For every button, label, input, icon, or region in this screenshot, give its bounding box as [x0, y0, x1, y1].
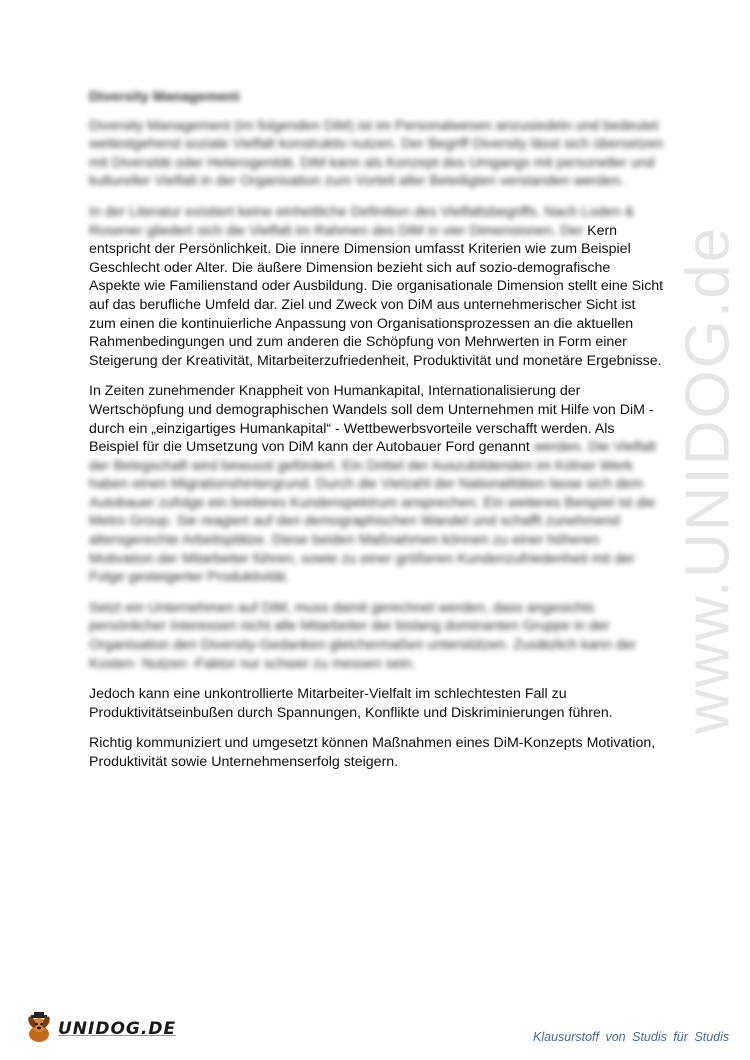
paragraph-dimensions-clear: Kern entspricht der Persönlichkeit. Die innere Dimension umfasst Kriterien wie zum Beispiel Geschlecht oder Alter. Die äußere Dimension bezieht sich auf sozio-demografische Aspekte wie Familienstand oder Ausbildung. Die organisationale Dimension stellt eine Sicht auf das berufliche Umfeld dar. Ziel und Zweck von DiM aus unternehmerischer Sicht ist zum einen die kontinuierliche Anpassung von Organisationsprozessen an die aktuellen Rahmenbedingungen und zum anderen die Schöpfung von Mehrwerten in Form einer Steigerung der Kreativität, Mitarbeiterzufriedenheit, Produktivität und monetäre Ergebnisse. [89, 222, 664, 369]
paragraph-dimensions [89, 203, 664, 370]
document-body [89, 88, 664, 784]
paragraph-conclusion: Richtig kommuniziert und umgesetzt können Maßnahmen eines DiM-Konzepts Motivation, Produktivität sowie Unternehmenserfolg steigern. [89, 735, 656, 770]
paragraph-dimensions-blurred: In der Literatur existiert keine einheitliche Definition des Vielfaltsbegriffs. Nach Loden & Rosener gliedert sich die Vielfalt im Rahmen des DiM in vier Dimensionen. Der [89, 203, 635, 239]
unidog-logo[interactable] [22, 1012, 176, 1046]
logo-text: UNIDOG.DE [58, 1019, 177, 1039]
paragraph-humankapital-blurred: werden. Die Vielfalt der Belegschaft wird bewusst gefördert. Ein Drittel der Auszubildenden im Kölner Werk haben einen Migrationshintergrund. Durch die Vielzahl der Nationalitäten lasse sich dem Autobauer zufolge ein breiteres Kundenspektrum ansprechen. Ein weiteres Beispiel ist die Metro Group. Sie reagiert auf den demographischen Wandel und schafft zunehmend altersgerechte Arbeitsplätze. Diese beiden Maßnahmen können zu einer höheren Motivation der Mitarbeiter führen, sowie zu einer größeren Kundenzufriedenheit mit der Folge gesteigerter Produktivität. [89, 439, 656, 586]
document-heading: Diversity Management [89, 89, 240, 105]
paragraph-conflicts: Jedoch kann eine unkontrollierte Mitarbeiter-Vielfalt im schlechtesten Fall zu Produktivitätseinbußen durch Spannungen, Konflikte und Diskriminierungen führen. [89, 686, 613, 721]
paragraph-humankapital [89, 382, 664, 587]
paragraph-risks: Setzt ein Unternehmen auf DiM, muss damit gerechnet werden, dass angesichts persönlicher Interessen nicht alle Mitarbeiter der bislang dominanten Gruppe in der Organisation den Diversity-Gedanken gleichermaßen unterstützen. Zusätzlich kann der Kosten- Nutzen -Faktor nur schwer zu messen sein. [89, 599, 637, 672]
paragraph-intro: Diversity Management (im folgenden DiM) ist im Personalwesen anzusiedeln und bedeutet weitestgehend soziale Vielfalt konstruktiv nutzen. Der Begriff Diversity lässt sich übersetzen mit Diversität oder Heterogenität. DiM kann als Konzept des Umgangs mit personeller und kultureller Vielfalt in der Organisation zum Vorteil aller Beteiligten verstanden werden. [89, 117, 664, 190]
dog-icon [22, 1012, 56, 1046]
footer-tagline: Klausurstoff von Studis für Studis [533, 1030, 730, 1044]
watermark: www.UNIDOG.de [673, 225, 743, 735]
paragraph-humankapital-clear: In Zeiten zunehmender Knappheit von Humankapital, Internationalisierung der Wertschöpfung und demographischen Wandels soll dem Unternehmen mit Hilfe von DiM - durch ein „einzigartiges Humankapital“ - Wettbewerbsvorteile verschafft werden. Als Beispiel für die Umsetzung von DiM kann der Autobauer Ford genannt [89, 383, 654, 456]
